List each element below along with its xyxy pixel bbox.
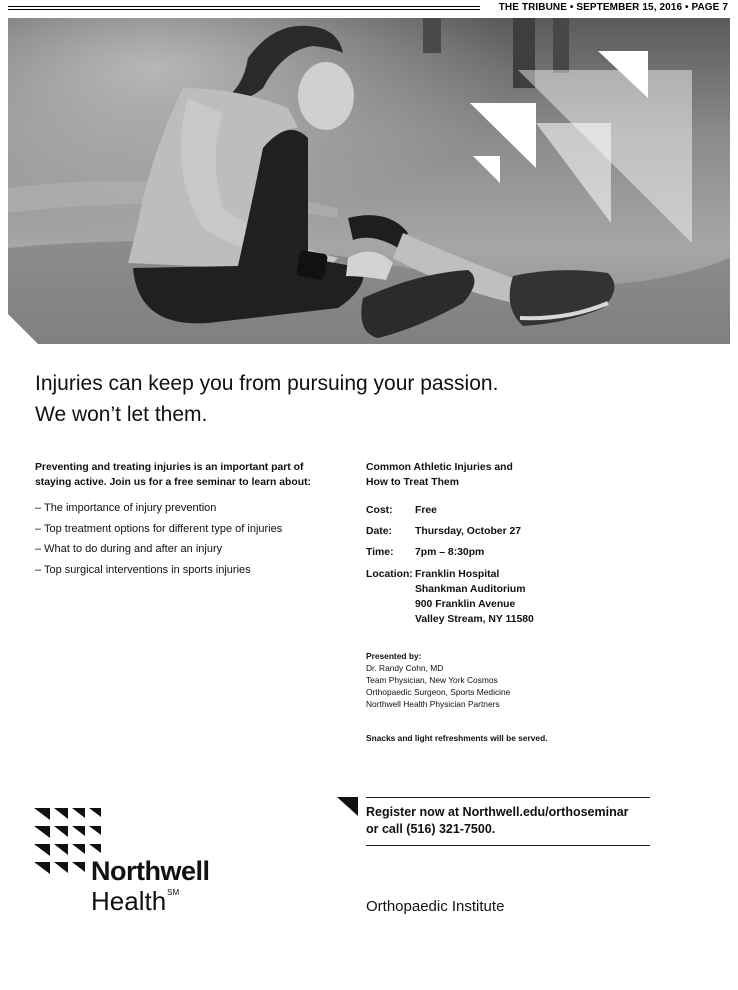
logo-triangle — [72, 844, 85, 854]
date-value: Thursday, October 27 — [415, 526, 522, 537]
brand-name: Northwell — [91, 856, 210, 886]
logo-triangle — [34, 862, 50, 874]
seminar-details — [366, 460, 666, 625]
seminar-title-line-1: Common Athletic Injuries and — [366, 462, 513, 473]
cta-triangle-icon — [337, 797, 359, 817]
location-line-4: Valley Stream, NY 11580 — [415, 614, 534, 625]
list-item: – Top treatment options for different type of injuries — [35, 522, 283, 535]
cta-rule-bottom — [366, 845, 650, 846]
cost-label: Cost: — [366, 505, 393, 516]
logo-triangle — [34, 826, 50, 838]
runner-wristband — [296, 250, 328, 280]
brand-subtitle — [91, 886, 179, 916]
presenter-block — [366, 650, 666, 710]
logo-triangle — [72, 826, 85, 836]
presenter-line: Orthopaedic Surgeon, Sports Medicine — [366, 687, 511, 697]
logo-triangle — [54, 844, 68, 855]
list-item: – What to do during and after an injury — [35, 543, 223, 555]
brand-sub-text: Health — [91, 886, 167, 916]
logo-triangle — [89, 844, 101, 853]
date-label: Date: — [366, 526, 392, 537]
location-label: Location: — [366, 569, 413, 580]
tree-trunk — [423, 18, 441, 53]
headline — [35, 368, 498, 430]
logo-triangle — [34, 844, 50, 856]
logo-triangle — [72, 862, 85, 872]
topics-list — [35, 500, 345, 582]
logo-triangle — [54, 862, 68, 873]
registration-cta — [366, 804, 656, 838]
service-mark: SM — [167, 888, 180, 897]
list-item: – Top surgical interventions in sports injuries — [35, 563, 251, 576]
headline-line-1: Injuries can keep you from pursuing your passion. — [35, 372, 499, 395]
hero-photo — [8, 18, 730, 344]
logo-triangle — [34, 808, 50, 820]
location-line-3: 900 Franklin Avenue — [415, 599, 516, 610]
time-value: 7pm – 8:30pm — [415, 547, 485, 558]
phone-line[interactable]: or call (516) 321-7500. — [366, 822, 496, 836]
seminar-title-line-2: How to Treat Them — [366, 477, 459, 488]
location-line-1: Franklin Hospital — [415, 569, 500, 580]
presenter-heading: Presented by: — [366, 651, 422, 661]
tree-trunk — [553, 18, 569, 73]
time-label: Time: — [366, 547, 394, 558]
cost-value: Free — [415, 505, 437, 516]
logo-triangle — [54, 808, 68, 819]
presenter-line: Dr. Randy Cohn, MD — [366, 663, 444, 673]
refreshments-note: Snacks and light refreshments will be served. — [366, 733, 548, 743]
presenter-line: Northwell Health Physician Partners — [366, 699, 500, 709]
logo-triangle — [54, 826, 68, 837]
list-item: – The importance of injury prevention — [35, 502, 217, 514]
logo-triangle — [89, 826, 101, 835]
presenter-line: Team Physician, New York Cosmos — [366, 675, 498, 685]
institute-name: Orthopaedic Institute — [366, 898, 505, 915]
masthead — [8, 0, 730, 18]
runner-face — [298, 62, 354, 130]
logo-triangle — [72, 808, 85, 818]
logo-triangle — [89, 808, 101, 817]
cta-rule-top — [366, 797, 650, 798]
register-line[interactable]: Register now at Northwell.edu/orthoseminar — [366, 805, 629, 819]
intro-paragraph: Preventing and treating injuries is an important part of staying active. Join us for a free seminar to learn about: — [35, 462, 312, 488]
masthead-rule — [8, 6, 480, 10]
masthead-text: THE TRIBUNE • SEPTEMBER 15, 2016 • PAGE 7 — [498, 2, 728, 13]
location-line-2: Shankman Auditorium — [415, 584, 526, 595]
headline-line-2: We won’t let them. — [35, 403, 208, 426]
